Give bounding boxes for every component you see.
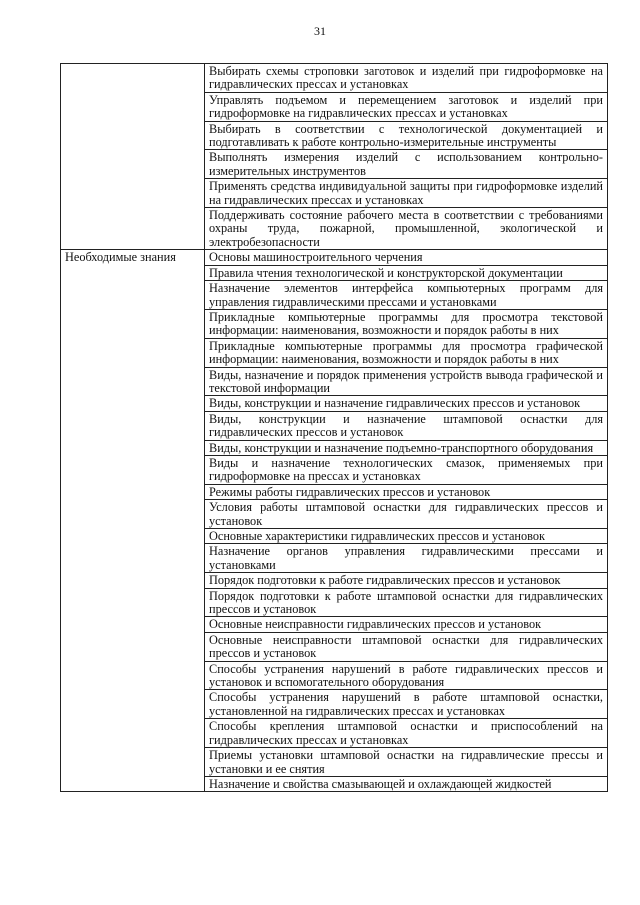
knowledge-item: Приемы установки штамповой оснастки на гидравлические прессы и установки и ее снятия [205, 748, 608, 777]
knowledge-item: Порядок подготовки к работе гидравлических прессов и установок [205, 573, 608, 588]
knowledge-item: Режимы работы гидравлических прессов и установок [205, 484, 608, 499]
knowledge-row [61, 250, 608, 265]
skills-item: Выбирать в соответствии с технологической документацией и подготавливать к работе контрольно-измерительные инструменты [205, 121, 608, 150]
knowledge-item: Основные неисправности гидравлических прессов и установок [205, 617, 608, 632]
skills-item: Выбирать схемы строповки заготовок и изделий при гидроформовке на гидравлических прессах и установках [205, 64, 608, 93]
skills-item: Управлять подъемом и перемещением заготовок и изделий при гидроформовке на гидравлических прессах и установках [205, 92, 608, 121]
knowledge-item: Порядок подготовки к работе штамповой оснастки для гидравлических прессов и установок [205, 588, 608, 617]
skills-item: Выполнять измерения изделий с использованием контрольно-измерительных инструментов [205, 150, 608, 179]
knowledge-item: Правила чтения технологической и конструкторской документации [205, 265, 608, 280]
skills-label-cell [61, 64, 205, 250]
knowledge-item: Назначение и свойства смазывающей и охлаждающей жидкостей [205, 776, 608, 791]
knowledge-item: Виды и назначение технологических смазок, применяемых при гидроформовке на прессах и установках [205, 455, 608, 484]
requirements-table [60, 63, 608, 792]
requirements-table-body [61, 64, 608, 792]
knowledge-item: Основы машиностроительного черчения [205, 250, 608, 265]
knowledge-item: Виды, конструкции и назначение подъемно-транспортного оборудования [205, 440, 608, 455]
skills-row [61, 64, 608, 93]
knowledge-item: Виды, конструкции и назначение штамповой оснастки для гидравлических прессов и установок [205, 411, 608, 440]
knowledge-item: Способы крепления штамповой оснастки и приспособлений на гидравлических прессах и установках [205, 719, 608, 748]
skills-item: Поддерживать состояние рабочего места в соответствии с требованиями охраны труда, пожарной, промышленной, экологической и электробезопасности [205, 208, 608, 250]
knowledge-item: Прикладные компьютерные программы для просмотра текстовой информации: наименования, возможности и порядок работы в них [205, 309, 608, 338]
knowledge-item: Условия работы штамповой оснастки для гидравлических прессов и установок [205, 500, 608, 529]
skills-item: Применять средства индивидуальной защиты при гидроформовке изделий на гидравлических прессах и установках [205, 179, 608, 208]
knowledge-item: Прикладные компьютерные программы для просмотра графической информации: наименования, возможности и порядок работы в них [205, 338, 608, 367]
knowledge-item: Основные характеристики гидравлических прессов и установок [205, 529, 608, 544]
knowledge-label-cell: Необходимые знания [61, 250, 205, 792]
knowledge-item: Назначение элементов интерфейса компьютерных программ для управления гидравлическими прессами и установками [205, 281, 608, 310]
knowledge-item: Виды, конструкции и назначение гидравлических прессов и установок [205, 396, 608, 411]
knowledge-item: Виды, назначение и порядок применения устройств вывода графической и текстовой информации [205, 367, 608, 396]
page-number: 31 [314, 24, 326, 38]
knowledge-item: Назначение органов управления гидравлическими прессами и установками [205, 544, 608, 573]
knowledge-item: Способы устранения нарушений в работе гидравлических прессов и установок и вспомогательного оборудования [205, 661, 608, 690]
knowledge-item: Способы устранения нарушений в работе штамповой оснастки, установленной на гидравлических прессах и установках [205, 690, 608, 719]
knowledge-item: Основные неисправности штамповой оснастки для гидравлических прессов и установок [205, 632, 608, 661]
